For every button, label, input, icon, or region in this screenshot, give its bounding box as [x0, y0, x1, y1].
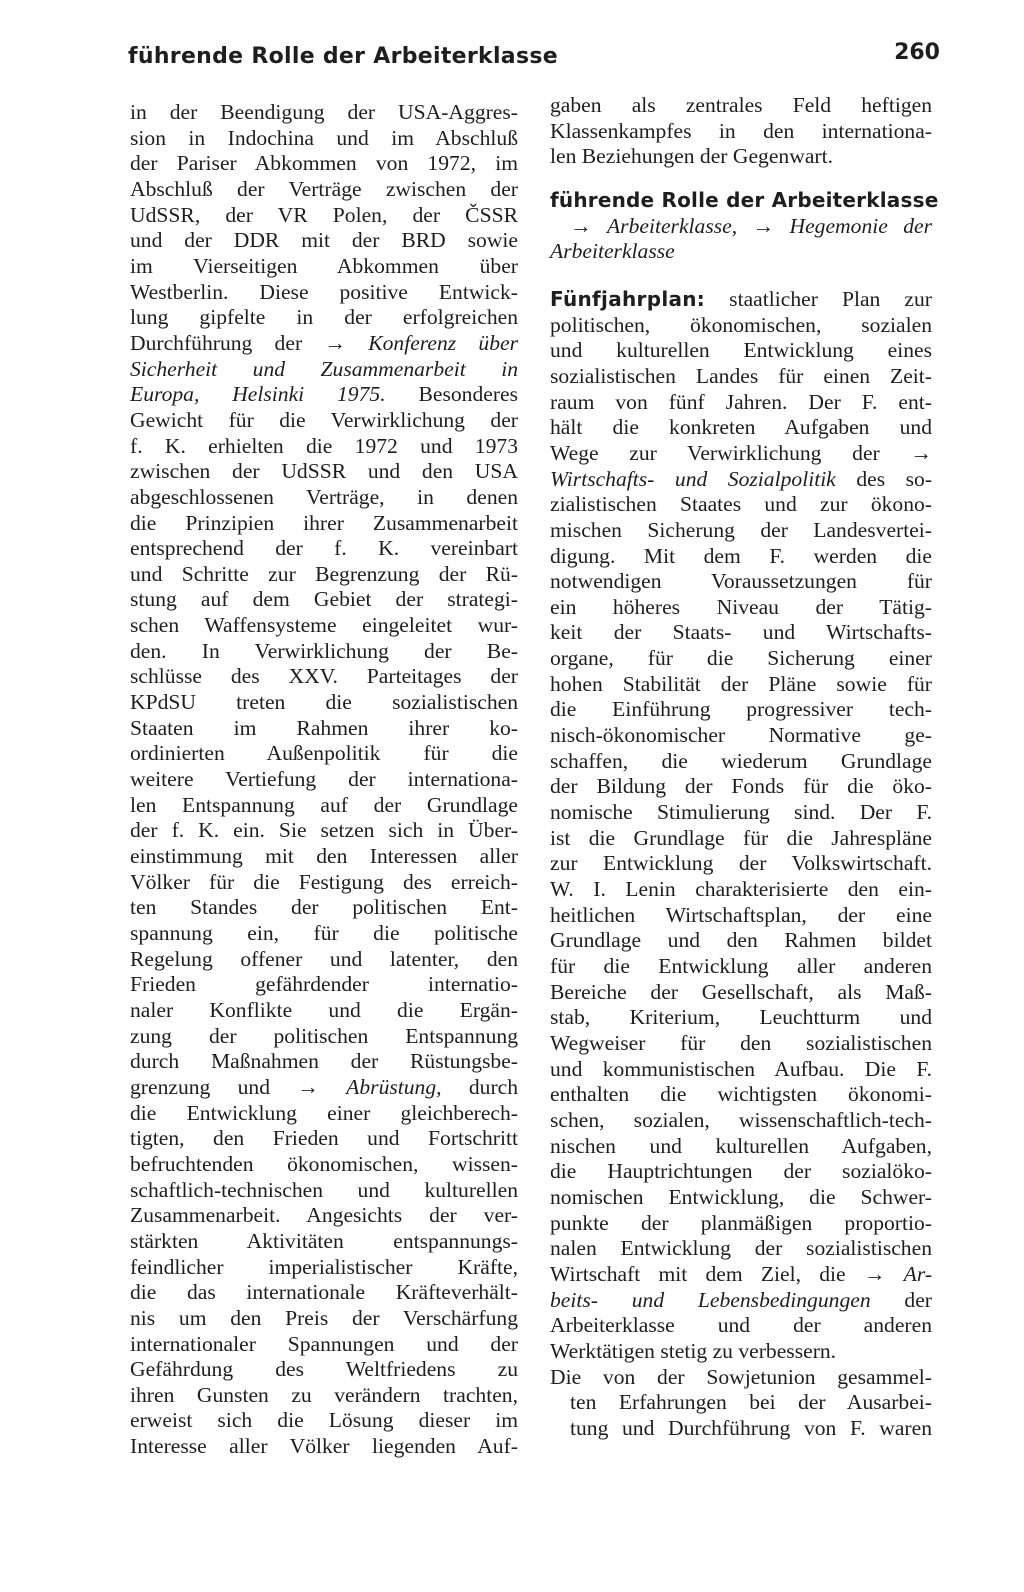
- text-line: schlüsse des XXV. Parteitages der: [130, 664, 518, 689]
- text-line: abgeschlossenen Verträge, in denen: [130, 484, 518, 509]
- text-line: für die Entwicklung aller anderen: [550, 954, 932, 978]
- arrow-reference-icon: →: [324, 330, 346, 355]
- cross-reference: beits- und Lebensbedingungen: [550, 1287, 871, 1312]
- arrow-reference-icon: →: [570, 213, 592, 238]
- text-line-with-reference: grenzung und → Abrüstung, durch: [130, 1074, 519, 1099]
- arrow-reference-icon: →: [910, 440, 932, 465]
- text-line: Gewicht für die Verwirklichung der: [130, 407, 518, 432]
- text-line: ein höheres Niveau der Tätig-: [550, 594, 932, 619]
- text-line: ihren Gunsten zu verändern trachten,: [130, 1382, 518, 1407]
- cross-reference-line: Arbeiterklasse: [550, 239, 675, 264]
- text-line: der f. K. ein. Sie setzen sich in Über-: [130, 818, 518, 843]
- text-line: stung auf dem Gebiet der strategi-: [130, 587, 518, 612]
- text-line: naler Konflikte und die Ergän-: [130, 997, 518, 1022]
- text-line: befruchtenden ökonomischen, wissen-: [130, 1151, 518, 1176]
- left-column: [130, 100, 518, 1460]
- text-line: ordinierten Außenpolitik für die: [130, 741, 518, 766]
- text-line: politischen, ökonomischen, sozialen: [550, 312, 932, 337]
- text-line: Werktätigen stetig zu verbessern.: [550, 1338, 837, 1363]
- text-line: die das internationale Kräfteverhält-: [130, 1280, 518, 1305]
- text-line: Grundlage und den Rahmen bildet: [550, 928, 932, 953]
- text-line: erweist sich die Lösung dieser im: [130, 1408, 518, 1433]
- entry-first-line: Fünfjahrplan: staatlicher Plan zur: [550, 286, 932, 311]
- text-line: notwendigen Voraussetzungen für: [550, 569, 932, 594]
- cross-reference: Europa, Helsinki 1975.: [130, 382, 386, 407]
- text-line: nischen und kulturellen Aufgaben,: [550, 1133, 932, 1158]
- text-line: einstimmung mit den Interessen aller: [130, 844, 518, 869]
- text-line: Staaten im Rahmen ihrer ko-: [130, 715, 518, 740]
- text-line: sozialistischen Landes für einen Zeit-: [550, 363, 932, 388]
- text-line: Völker für die Festigung des erreich-: [130, 869, 518, 894]
- cross-reference: Ar-: [903, 1261, 933, 1286]
- text-line: zur Entwicklung der Volkswirtschaft.: [550, 851, 932, 876]
- text-line-with-reference: Wirtschaft mit dem Ziel, die → Ar-: [550, 1261, 933, 1286]
- text-line: enthalten die wichtigsten ökonomi-: [550, 1082, 932, 1107]
- text-line: keit der Staats- und Wirtschafts-: [550, 620, 932, 645]
- text-line: ist die Grundlage für die Jahrespläne: [550, 825, 932, 850]
- text-line: weitere Vertiefung der internationa-: [130, 767, 518, 792]
- cross-reference: Konferenz über: [368, 330, 518, 355]
- text-line: und Schritte zur Begrenzung der Rü-: [130, 561, 518, 586]
- text-line: der Bildung der Fonds für die öko-: [550, 774, 932, 799]
- text-line: W. I. Lenin charakterisierte den ein-: [550, 877, 932, 902]
- text-line: nomischen Entwicklung, die Schwer-: [550, 1184, 932, 1209]
- entry-gap: [550, 170, 932, 188]
- text-line: hält die konkreten Aufgaben und: [550, 415, 932, 440]
- text-line: stärkten Aktivitäten entspannungs-: [130, 1228, 518, 1253]
- text-line: digung. Mit dem F. werden die: [550, 543, 932, 568]
- text-line: nalen Entwicklung der sozialistischen: [550, 1236, 932, 1261]
- text-line: gaben als zentrales Feld heftigen: [550, 93, 932, 117]
- entry-gap: [550, 265, 932, 287]
- text-line: Frieden gefährdender internatio-: [130, 972, 518, 997]
- arrow-reference-icon: →: [863, 1261, 886, 1286]
- text-line: die Hauptrichtungen der sozialöko-: [550, 1159, 932, 1184]
- text-line: Klassenkampfes in den internationa-: [550, 118, 932, 143]
- text-line: Zusammenarbeit. Angesichts der ver-: [130, 1203, 518, 1228]
- text-line: Abschluß der Verträge zwischen der: [130, 176, 518, 201]
- text-line: f. K. erhielten die 1972 und 1973: [130, 433, 518, 458]
- cross-reference: Abrüstung,: [346, 1074, 442, 1099]
- arrow-reference-icon: →: [752, 213, 775, 238]
- text-line: tung und Durchführung von F. waren: [570, 1415, 932, 1440]
- text-line: der Pariser Abkommen von 1972, im: [130, 151, 518, 176]
- text-line: zwischen der UdSSR und den USA: [130, 459, 518, 484]
- text-line: schen, sozialen, wissenschaftlich-tech-: [550, 1107, 932, 1132]
- text-line: spannung ein, für die politische: [130, 921, 518, 945]
- text-line: Regelung offener und latenter, den: [130, 946, 518, 971]
- text-line: Bereiche der Gesellschaft, als Maß-: [550, 979, 932, 1004]
- cross-reference: Hegemonie der: [789, 213, 932, 238]
- text-line: organe, für die Sicherung einer: [550, 646, 932, 671]
- text-line: im Vierseitigen Abkommen über: [130, 253, 518, 278]
- text-line: zung der politischen Entspannung: [130, 1023, 518, 1048]
- text-line: punkte der planmäßigen proportio-: [550, 1210, 932, 1235]
- text-line: Die von der Sowjetunion gesammel-: [550, 1364, 932, 1389]
- text-line: raum von fünf Jahren. Der F. ent-: [550, 389, 932, 414]
- text-line: sion in Indochina und im Abschluß: [130, 125, 518, 150]
- text-line: tigten, den Frieden und Fortschritt: [130, 1126, 518, 1151]
- text-line: len Beziehungen der Gegenwart.: [550, 144, 833, 169]
- text-line: durch Maßnahmen der Rüstungsbe-: [130, 1049, 518, 1074]
- page-number: 260: [894, 40, 940, 65]
- text-line: und kommunistischen Aufbau. Die F.: [550, 1056, 932, 1081]
- text-line: mischen Sicherung der Landesvertei-: [550, 517, 932, 542]
- text-line: lung gipfelte in der erfolgreichen: [130, 305, 518, 330]
- text-line: Arbeiterklasse und der anderen: [550, 1313, 932, 1338]
- text-line: heitlichen Wirtschaftsplan, der eine: [550, 902, 932, 927]
- text-line-with-reference: Wirtschafts- und Sozialpolitik des so-: [550, 466, 933, 491]
- text-line: die Einführung progressiver tech-: [550, 697, 932, 722]
- text-line: die Prinzipien ihrer Zusammenarbeit: [130, 510, 518, 535]
- entry-headword: führende Rolle der Arbeiterklasse: [550, 187, 939, 212]
- text-line: hohen Stabilität der Pläne sowie für: [550, 671, 932, 696]
- text-line: in der Beendigung der USA-Aggres-: [130, 100, 518, 124]
- text-line: nomische Stimulierung sind. Der F.: [550, 800, 932, 825]
- arrow-reference-icon: →: [297, 1074, 319, 1099]
- text-line: und der DDR mit der BRD sowie: [130, 228, 518, 253]
- cross-reference: Wirtschafts- und Sozialpolitik: [550, 466, 836, 491]
- text-line: Wegweiser für den sozialistischen: [550, 1030, 932, 1055]
- text-line: schaffen, die wiederum Grundlage: [550, 748, 932, 773]
- text-line: und kulturellen Entwicklung eines: [550, 338, 932, 363]
- text-line-with-reference: Wege zur Verwirklichung der →: [550, 440, 932, 465]
- text-line-with-reference: beits- und Lebensbedingungen der: [550, 1287, 932, 1312]
- right-column: [550, 93, 939, 1441]
- text-line: internationaler Spannungen und der: [130, 1331, 518, 1356]
- text-line: UdSSR, der VR Polen, der ČSSR: [130, 202, 518, 227]
- text-line: entsprechend der f. K. vereinbart: [130, 536, 518, 561]
- cross-reference-line: Sicherheit und Zusammenarbeit in: [130, 356, 518, 381]
- entry-headword: Fünfjahrplan:: [550, 286, 706, 311]
- text-line: Gefährdung des Weltfriedens zu: [130, 1357, 518, 1382]
- text-line: Interesse aller Völker liegenden Auf-: [130, 1434, 518, 1459]
- text-line-with-reference: Europa, Helsinki 1975. Besonderes: [130, 382, 518, 407]
- text-line: zialistischen Staates und zur ökono-: [550, 492, 932, 517]
- text-line-with-reference: Durchführung der → Konferenz über: [130, 330, 518, 355]
- cross-reference-line: [550, 214, 932, 240]
- text-line: KPdSU treten die sozialistischen: [130, 690, 518, 715]
- text-line: die Entwicklung einer gleichberech-: [130, 1100, 518, 1125]
- text-line: ten Erfahrungen bei der Ausarbei-: [570, 1390, 932, 1415]
- text-line: den. In Verwirklichung der Be-: [130, 638, 518, 663]
- text-line: ten Standes der politischen Ent-: [130, 895, 518, 920]
- text-line: stab, Kriterium, Leuchtturm und: [550, 1005, 932, 1030]
- text-line: len Entspannung auf der Grundlage: [130, 792, 518, 817]
- cross-reference: Arbeiterklasse,: [606, 213, 738, 238]
- text-line: schen Waffensysteme eingeleitet wur-: [130, 613, 518, 638]
- running-head: führende Rolle der Arbeiterklasse: [128, 44, 558, 69]
- text-line: nis um den Preis der Verschärfung: [130, 1305, 518, 1330]
- text-line: Westberlin. Diese positive Entwick-: [130, 279, 518, 304]
- text-line: schaftlich-technischen und kulturellen: [130, 1177, 518, 1202]
- text-line: feindlicher imperialistischer Kräfte,: [130, 1254, 518, 1279]
- text-line: nisch-ökonomischer Normative ge-: [550, 723, 932, 748]
